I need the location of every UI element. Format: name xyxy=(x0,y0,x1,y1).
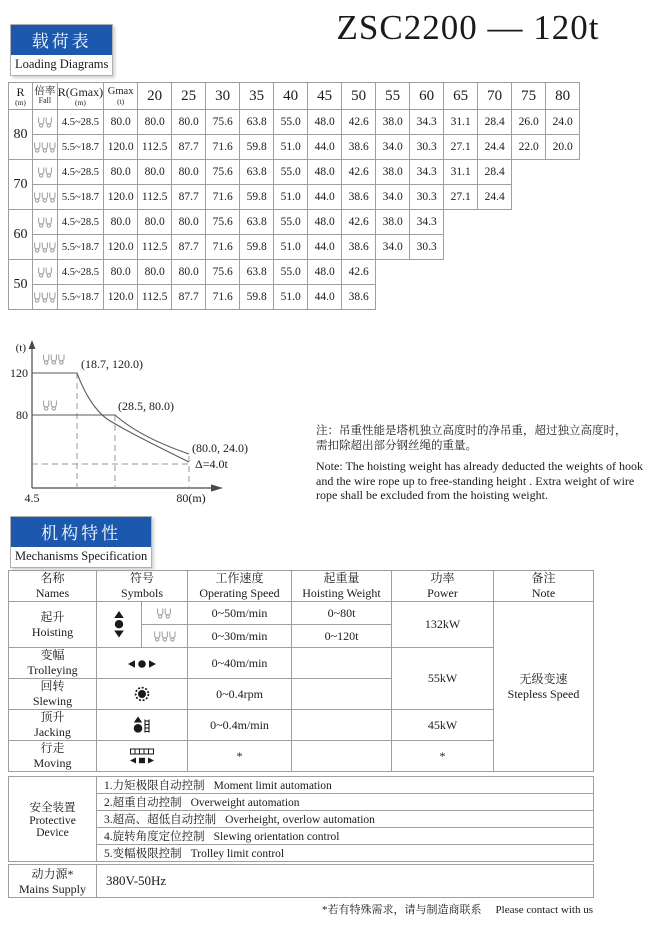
load-value-cell: 44.0 xyxy=(308,235,342,260)
load-value-cell: 59.8 xyxy=(240,185,274,210)
mechanisms-section-label xyxy=(10,516,152,568)
header-radius-70: 70 xyxy=(478,83,512,110)
load-value-cell: 38.6 xyxy=(342,185,376,210)
load-value-cell: 28.4 xyxy=(478,160,512,185)
header-radius: R (m) xyxy=(9,83,33,110)
empty-filler-cell xyxy=(512,160,580,185)
loading-row-r60-fall3 xyxy=(9,235,580,260)
load-curve-chart xyxy=(5,338,271,510)
load-value-cell: 38.0 xyxy=(376,210,410,235)
jacking-name: 顶升 Jacking xyxy=(9,710,97,741)
three-fall-pulley-icon xyxy=(33,135,58,160)
header-radius-40: 40 xyxy=(274,83,308,110)
moving-weight xyxy=(292,741,392,772)
protective-item-text: 4.旋转角度定位控制 Slewing orientation control xyxy=(97,828,594,845)
load-value-cell: 31.1 xyxy=(444,160,478,185)
two-fall-pulley-icon xyxy=(33,210,58,235)
note-cn-line2: 需扣除超出部分钢丝绳的重量。 xyxy=(316,440,477,452)
header-symbols: 符号 Symbols xyxy=(97,571,188,602)
x-end-label: 80(m) xyxy=(176,491,206,505)
x-origin-label: 4.5 xyxy=(24,491,40,505)
curve-3-fall xyxy=(32,373,189,462)
stepless-speed-note: 无级变速 Stepless Speed xyxy=(494,602,594,772)
radius-group-60: 60 xyxy=(9,210,33,260)
load-value-cell: 44.0 xyxy=(308,285,342,310)
load-value-cell: 59.8 xyxy=(240,285,274,310)
three-fall-pulley-icon xyxy=(142,625,188,648)
radius-group-80: 80 xyxy=(9,110,33,160)
load-value-cell: 48.0 xyxy=(308,210,342,235)
three-fall-pulley-icon xyxy=(33,185,58,210)
load-value-cell: 75.6 xyxy=(206,110,240,135)
gmax-cell: 80.0 xyxy=(104,110,138,135)
mains-supply-table xyxy=(8,864,594,898)
hoisting-speed-2fall: 0~50m/min xyxy=(188,602,292,625)
load-value-cell: 38.0 xyxy=(376,160,410,185)
header-radius-80: 80 xyxy=(546,83,580,110)
jacking-weight xyxy=(292,710,392,741)
header-fall: 倍率 Fall xyxy=(33,83,58,110)
load-value-cell: 34.3 xyxy=(410,110,444,135)
rotation-circle-icon xyxy=(97,679,188,710)
protective-item-row xyxy=(9,828,594,845)
load-value-cell: 27.1 xyxy=(444,185,478,210)
moving-speed: * xyxy=(188,741,292,772)
rgmax-range-cell: 4.5~28.5 xyxy=(57,110,103,135)
load-value-cell: 34.3 xyxy=(410,210,444,235)
note-en: Note: The hoisting weight has already deducted the weights of hook and the wire rope up to free-standing height . Extra weight of wire rope shall be excluded from the hoisting weight. xyxy=(316,459,644,502)
header-speed: 工作速度 Operating Speed xyxy=(188,571,292,602)
protective-item-text: 2.超重自动控制 Overweight automation xyxy=(97,794,594,811)
slewing-name: 回转 Slewing xyxy=(9,679,97,710)
load-value-cell: 34.0 xyxy=(376,235,410,260)
gmax-cell: 80.0 xyxy=(104,160,138,185)
hoisting-weight-2fall: 0~80t xyxy=(292,602,392,625)
y-tick-80: 80 xyxy=(16,408,28,422)
two-fall-pulley-icon xyxy=(142,602,188,625)
load-value-cell: 24.4 xyxy=(478,185,512,210)
y-tick-120: 120 xyxy=(10,366,28,380)
gmax-cell: 80.0 xyxy=(104,260,138,285)
protective-item-row xyxy=(9,845,594,862)
jacking-speed: 0~0.4m/min xyxy=(188,710,292,741)
header-note: 备注 Note xyxy=(494,571,594,602)
hoisting-row-2fall xyxy=(9,602,594,625)
vertical-double-arrow-icon xyxy=(97,602,142,648)
hoisting-speed-3fall: 0~30m/min xyxy=(188,625,292,648)
load-value-cell: 55.0 xyxy=(274,210,308,235)
two-fall-pulley-icon xyxy=(33,160,58,185)
load-value-cell: 42.6 xyxy=(342,260,376,285)
load-value-cell: 38.6 xyxy=(342,235,376,260)
load-value-cell: 112.5 xyxy=(138,135,172,160)
header-radius-60: 60 xyxy=(410,83,444,110)
header-radius-75: 75 xyxy=(512,83,546,110)
load-value-cell: 51.0 xyxy=(274,185,308,210)
load-value-cell: 87.7 xyxy=(172,285,206,310)
hoisting-power: 132kW xyxy=(392,602,494,648)
y-axis-unit: (t) xyxy=(15,342,26,354)
header-radius-50: 50 xyxy=(342,83,376,110)
empty-filler-cell xyxy=(376,260,580,285)
annotation-18-7-120: (18.7, 120.0) xyxy=(81,357,143,371)
trolleying-weight xyxy=(292,648,392,679)
loading-table xyxy=(8,82,580,310)
load-value-cell: 55.0 xyxy=(274,110,308,135)
gmax-cell: 120.0 xyxy=(104,185,138,210)
rgmax-range-cell: 5.5~18.7 xyxy=(57,185,103,210)
mechanisms-section-title-cn: 机构特性 xyxy=(11,517,151,547)
load-value-cell: 80.0 xyxy=(172,210,206,235)
annotation-80-24: (80.0, 24.0) xyxy=(192,441,248,455)
empty-filler-cell xyxy=(444,235,580,260)
load-value-cell: 63.8 xyxy=(240,160,274,185)
load-value-cell: 26.0 xyxy=(512,110,546,135)
footer-note-en: Please contact with us xyxy=(495,904,593,916)
load-value-cell: 42.6 xyxy=(342,110,376,135)
header-radius-20: 20 xyxy=(138,83,172,110)
load-value-cell: 80.0 xyxy=(172,110,206,135)
load-value-cell: 71.6 xyxy=(206,135,240,160)
protective-item-row xyxy=(9,777,594,794)
load-value-cell: 42.6 xyxy=(342,160,376,185)
trolley-slew-power: 55kW xyxy=(392,648,494,710)
load-value-cell: 30.3 xyxy=(410,185,444,210)
loading-row-r80-fall2 xyxy=(9,110,580,135)
rgmax-range-cell: 5.5~18.7 xyxy=(57,235,103,260)
load-value-cell: 30.3 xyxy=(410,235,444,260)
empty-filler-cell xyxy=(376,285,580,310)
loading-section-label xyxy=(10,24,113,76)
load-value-cell: 27.1 xyxy=(444,135,478,160)
protective-item-row xyxy=(9,811,594,828)
protective-item-text: 1.力矩极限自动控制 Moment limit automation xyxy=(97,777,594,794)
two-fall-pulley-icon xyxy=(33,110,58,135)
page-title: ZSC2200 — 120t xyxy=(336,8,600,47)
load-value-cell: 112.5 xyxy=(138,185,172,210)
empty-filler-cell xyxy=(512,185,580,210)
load-value-cell: 31.1 xyxy=(444,110,478,135)
protective-item-row xyxy=(9,794,594,811)
three-fall-pulley-icon xyxy=(33,285,58,310)
load-value-cell: 71.6 xyxy=(206,285,240,310)
load-value-cell: 48.0 xyxy=(308,110,342,135)
mechanisms-section-title-en: Mechanisms Specification xyxy=(15,549,148,563)
protective-items-body xyxy=(9,777,594,862)
annotation-delta: Δ=4.0t xyxy=(195,457,228,471)
load-value-cell: 71.6 xyxy=(206,235,240,260)
protective-device-label: 安全装置 Protective Device xyxy=(9,777,97,862)
load-value-cell: 75.6 xyxy=(206,210,240,235)
load-value-cell: 80.0 xyxy=(172,160,206,185)
load-value-cell: 22.0 xyxy=(512,135,546,160)
radius-group-70: 70 xyxy=(9,160,33,210)
mains-supply-label: 动力源* Mains Supply xyxy=(9,865,97,898)
three-fall-pulley-icon xyxy=(42,354,66,365)
rgmax-range-cell: 4.5~28.5 xyxy=(57,210,103,235)
header-names: 名称 Names xyxy=(9,571,97,602)
load-value-cell: 34.3 xyxy=(410,160,444,185)
moving-name: 行走 Moving xyxy=(9,741,97,772)
load-value-cell: 24.0 xyxy=(546,110,580,135)
load-value-cell: 80.0 xyxy=(138,260,172,285)
load-value-cell: 75.6 xyxy=(206,160,240,185)
mains-supply-value: 380V-50Hz xyxy=(97,865,594,898)
loading-header-row xyxy=(9,83,580,110)
moving-power: * xyxy=(392,741,494,772)
load-value-cell: 63.8 xyxy=(240,260,274,285)
header-radius-35: 35 xyxy=(240,83,274,110)
gmax-cell: 80.0 xyxy=(104,210,138,235)
trolleying-speed: 0~40m/min xyxy=(188,648,292,679)
load-value-cell: 55.0 xyxy=(274,260,308,285)
rail-travel-icon xyxy=(97,741,188,772)
load-value-cell: 75.6 xyxy=(206,260,240,285)
x-axis-arrow-icon xyxy=(211,484,223,491)
header-radius-30: 30 xyxy=(206,83,240,110)
loading-row-r80-fall3 xyxy=(9,135,580,160)
header-weight: 起重量 Hoisting Weight xyxy=(292,571,392,602)
header-gmax: Gmax (t) xyxy=(104,83,138,110)
load-value-cell: 112.5 xyxy=(138,285,172,310)
trolleying-name: 变幅 Trolleying xyxy=(9,648,97,679)
mechanisms-table xyxy=(8,570,594,772)
rgmax-range-cell: 4.5~28.5 xyxy=(57,160,103,185)
protective-item-text: 3.超高、超低自动控制 Overheight, overlow automation xyxy=(97,811,594,828)
jacking-power: 45kW xyxy=(392,710,494,741)
load-value-cell: 51.0 xyxy=(274,135,308,160)
three-fall-pulley-icon xyxy=(33,235,58,260)
empty-filler-cell xyxy=(444,210,580,235)
hoisting-name: 起升 Hoisting xyxy=(9,602,97,648)
load-value-cell: 63.8 xyxy=(240,110,274,135)
load-value-cell: 80.0 xyxy=(138,160,172,185)
loading-row-r70-fall2 xyxy=(9,160,580,185)
hoisting-weight-3fall: 0~120t xyxy=(292,625,392,648)
note-block xyxy=(316,424,650,503)
load-value-cell: 44.0 xyxy=(308,135,342,160)
header-power: 功率 Power xyxy=(392,571,494,602)
annotation-28-5-80: (28.5, 80.0) xyxy=(118,399,174,413)
load-value-cell: 59.8 xyxy=(240,135,274,160)
note-cn-line1: 注：吊重性能是塔机独立高度时的净吊重，超过独立高度时， xyxy=(316,425,627,437)
footer-note-cn: *若有特殊需求，请与制造商联系 xyxy=(322,904,482,916)
two-fall-pulley-icon xyxy=(33,260,58,285)
rgmax-range-cell: 5.5~18.7 xyxy=(57,135,103,160)
load-value-cell: 20.0 xyxy=(546,135,580,160)
load-value-cell: 87.7 xyxy=(172,235,206,260)
load-value-cell: 42.6 xyxy=(342,210,376,235)
loading-row-r50-fall2 xyxy=(9,260,580,285)
load-value-cell: 51.0 xyxy=(274,235,308,260)
loading-row-r70-fall3 xyxy=(9,185,580,210)
load-value-cell: 80.0 xyxy=(138,210,172,235)
load-value-cell: 63.8 xyxy=(240,210,274,235)
gmax-cell: 120.0 xyxy=(104,285,138,310)
loading-row-r50-fall3 xyxy=(9,285,580,310)
load-value-cell: 44.0 xyxy=(308,185,342,210)
header-radius-45: 45 xyxy=(308,83,342,110)
load-value-cell: 59.8 xyxy=(240,235,274,260)
load-value-cell: 24.4 xyxy=(478,135,512,160)
load-value-cell: 112.5 xyxy=(138,235,172,260)
load-value-cell: 28.4 xyxy=(478,110,512,135)
header-radius-25: 25 xyxy=(172,83,206,110)
slewing-weight xyxy=(292,679,392,710)
load-value-cell: 34.0 xyxy=(376,135,410,160)
rgmax-range-cell: 4.5~28.5 xyxy=(57,260,103,285)
gmax-cell: 120.0 xyxy=(104,235,138,260)
load-value-cell: 87.7 xyxy=(172,185,206,210)
load-value-cell: 34.0 xyxy=(376,185,410,210)
load-value-cell: 48.0 xyxy=(308,160,342,185)
loading-section-title-en: Loading Diagrams xyxy=(15,57,109,71)
load-value-cell: 71.6 xyxy=(206,185,240,210)
load-value-cell: 80.0 xyxy=(138,110,172,135)
footer-note xyxy=(8,901,593,917)
two-fall-pulley-icon xyxy=(42,400,58,411)
loading-row-r60-fall2 xyxy=(9,210,580,235)
protective-item-text: 5.变幅极限控制 Trolley limit control xyxy=(97,845,594,862)
protective-device-table xyxy=(8,776,594,862)
loading-section-title-cn: 载荷表 xyxy=(11,25,112,55)
mech-header-row xyxy=(9,571,594,602)
load-value-cell: 38.6 xyxy=(342,135,376,160)
load-value-cell: 87.7 xyxy=(172,135,206,160)
load-value-cell: 48.0 xyxy=(308,260,342,285)
gmax-cell: 120.0 xyxy=(104,135,138,160)
header-rgmax: R(Gmax) (m) xyxy=(57,83,103,110)
mains-supply-row xyxy=(9,865,594,898)
load-value-cell: 80.0 xyxy=(172,260,206,285)
load-value-cell: 38.6 xyxy=(342,285,376,310)
load-value-cell: 38.0 xyxy=(376,110,410,135)
header-radius-55: 55 xyxy=(376,83,410,110)
header-radius-65: 65 xyxy=(444,83,478,110)
load-value-cell: 51.0 xyxy=(274,285,308,310)
y-axis-arrow-icon xyxy=(29,340,36,349)
slewing-speed: 0~0.4rpm xyxy=(188,679,292,710)
load-value-cell: 30.3 xyxy=(410,135,444,160)
load-value-cell: 55.0 xyxy=(274,160,308,185)
rgmax-range-cell: 5.5~18.7 xyxy=(57,285,103,310)
jack-up-arrow-icon xyxy=(97,710,188,741)
horizontal-double-arrow-icon xyxy=(97,648,188,679)
radius-group-50: 50 xyxy=(9,260,33,310)
